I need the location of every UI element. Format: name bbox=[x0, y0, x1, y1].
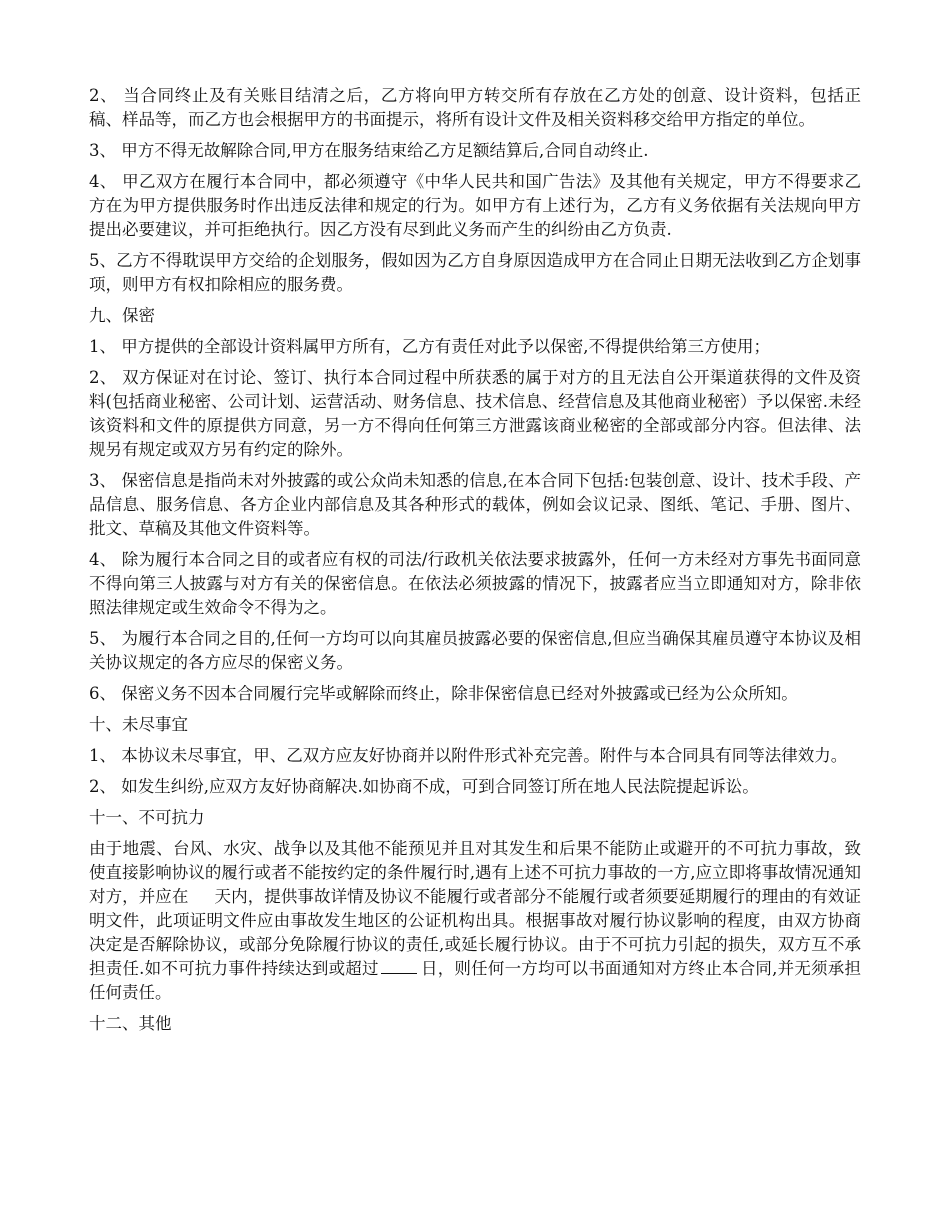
clause-8-4: 4、 甲乙双方在履行本合同中，都必须遵守《中华人民共和国广告法》及其他有关规定，甲方不得要求乙方在为甲方提供服务时作出违反法律和规定的行为。如甲方有上述行为，乙方有义务依据有关法规向甲方提出必要建议，并可拒绝执行。因乙方没有尽到此义务而产生的纠纷由乙方负责. bbox=[89, 172, 861, 239]
clause-9-4: 4、 除为履行本合同之目的或者应有权的司法/行政机关依法要求披露外，任何一方未经对方事先书面同意不得向第三人披露与对方有关的保密信息。在依法必须披露的情况下，披露者应当立即通知对方，除非依照法律规定或生效命令不得为之。 bbox=[89, 550, 861, 617]
force-majeure-text-b: 天内，提供事故详情及协议不能履行或者部分不能履行或者须要延期履行的理由的有效证明文件，此项证明文件应由事故发生地区的公证机构出具。根据事故对履行协议影响的程度，由双方协商决定是否解除协议，或部分免除履行协议的责任,或延长履行协议。由于不可抗力引起的损失，双方互不承担责任.如不可抗力事件持续达到或超过 bbox=[89, 887, 862, 978]
section-10-title: 十、未尽事宜 bbox=[89, 715, 188, 734]
clause-10-1: 1、 本协议未尽事宜，甲、乙双方应友好协商并以附件形式补充完善。附件与本合同具有同等法律效力。 bbox=[89, 746, 848, 765]
document-page bbox=[89, 84, 861, 1043]
section-11-title: 十一、不可抗力 bbox=[89, 808, 205, 827]
clause-8-3: 3、 甲方不得无故解除合同,甲方在服务结束给乙方足额结算后,合同自动终止. bbox=[89, 141, 649, 160]
force-majeure-text-a: 由于地震、台风、水灾、战争以及其他不能预见并且对其发生和后果不能防止或避开的不可抗力事故，致使直接影响协议的履行或者不能按约定的条件履行时,遇有上述不可抗力事故的一方,应立即将事故情况通知对方，并应在 bbox=[89, 839, 861, 906]
section-12-title: 十二、其他 bbox=[89, 1014, 172, 1033]
force-majeure-text-c: 日，则任何一方均可以书面通知对方终止本合同,并无须承担任何责任。 bbox=[89, 959, 861, 1002]
clause-10-2: 2、 如发生纠纷,应双方友好协商解决.如协商不成，可到合同签订所在地人民法院提起诉讼。 bbox=[89, 777, 759, 796]
section-9-title: 九、保密 bbox=[89, 306, 155, 325]
clause-9-5: 5、 为履行本合同之目的,任何一方均可以向其雇员披露必要的保密信息,但应当确保其雇员遵守本协议及相关协议规定的各方应尽的保密义务。 bbox=[89, 629, 861, 672]
blank-days-underline[interactable] bbox=[381, 959, 417, 974]
clause-11-force-majeure bbox=[89, 837, 861, 1005]
clause-8-5: 5、乙方不得耽误甲方交给的企划服务，假如因为乙方自身原因造成甲方在合同止日期无法收到乙方企划事项，则甲方有权扣除相应的服务费。 bbox=[89, 251, 861, 294]
clause-9-3: 3、 保密信息是指尚未对外披露的或公众尚未知悉的信息,在本合同下包括:包装创意、设计、技术手段、产品信息、服务信息、各方企业内部信息及其各种形式的载体，例如会议记录、图纸、笔记、手册、图片、批文、草稿及其他文件资料等。 bbox=[89, 471, 861, 538]
clause-8-2: 2、 当合同终止及有关账目结清之后，乙方将向甲方转交所有存放在乙方处的创意、设计资料，包括正稿、样品等，而乙方也会根据甲方的书面提示，将所有设计文件及相关资料移交给甲方指定的单位。 bbox=[89, 86, 861, 129]
clause-9-2: 2、 双方保证对在讨论、签订、执行本合同过程中所获悉的属于对方的且无法自公开渠道获得的文件及资料(包括商业秘密、公司计划、运营活动、财务信息、技术信息、经营信息及其他商业秘密）予以保密.未经该资料和文件的原提供方同意，另一方不得向任何第三方泄露该商业秘密的全部或部分内容。但法律、法规另有规定或双方另有约定的除外。 bbox=[89, 368, 861, 459]
clause-9-1: 1、 甲方提供的全部设计资料属甲方所有，乙方有责任对此予以保密,不得提供给第三方使用； bbox=[89, 337, 770, 356]
clause-9-6: 6、 保密义务不因本合同履行完毕或解除而终止，除非保密信息已经对外披露或已经为公众所知。 bbox=[89, 684, 798, 703]
